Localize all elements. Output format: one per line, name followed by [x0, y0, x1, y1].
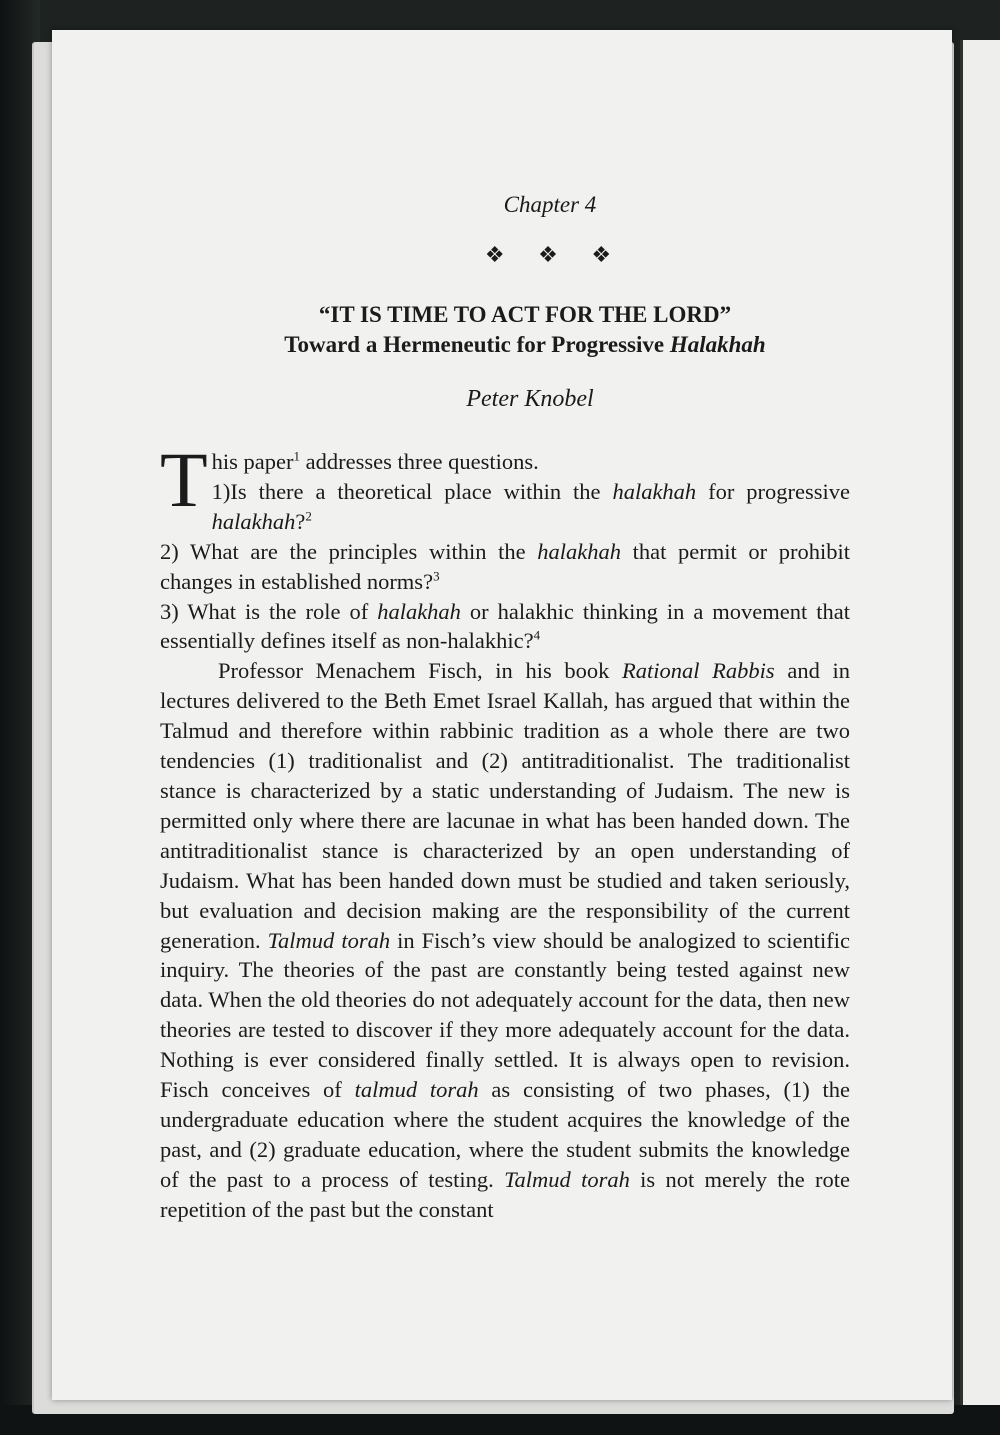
intro-paragraph: This paper$^1$ addresses three questions. 1)Is there a theoretical place within the halakhah for progressive halakhah?$^2$	[160, 436, 850, 534]
chapter-title: “IT IS TIME TO ACT FOR THE LORD”	[318, 302, 732, 327]
chapter-heading: Chapter 4	[503, 192, 597, 217]
question-3: 3) What is the role of halakhah or halakhic thinking in a movement that essentially defines itself as non-halakhic?$^4$	[160, 598, 850, 654]
ornament-divider: ❖ ❖ ❖	[484, 242, 626, 267]
footnote-marker: 3	[433, 568, 440, 584]
drop-cap: T	[160, 436, 208, 523]
chapter-subtitle: Toward a Hermeneutic for Progressive Halakhah	[284, 332, 766, 357]
author-name: Peter Knobel	[466, 386, 594, 412]
question-1: 1)Is there a theoretical place within the halakhah for progressive halakhah?$^2$	[211, 478, 850, 534]
question-2: 2) What are the principles within the halakhah that permit or prohibit changes in established norms?$^3$	[160, 538, 850, 594]
footnote-marker: 2	[305, 508, 312, 524]
body-text	[160, 436, 850, 1225]
page-content	[160, 150, 850, 1225]
facing-page-edge	[960, 40, 1000, 1405]
main-paragraph: Professor Menachem Fisch, in his book Rational Rabbis and in lectures delivered to the Beth Emet Israel Kallah, has argued that within the Talmud and therefore within rabbinic tradition as a whole there are two tendencies (1) traditionalist and (2) antitraditionalist. The traditionalist stance is characterized by a static understanding of Judaism. The new is permitted only where there are lacunae in what has been handed down. The antitraditionalist stance is characterized by an open understanding of Judaism. What has been handed down must be studied and taken seriously, but evaluation and decision making are the responsibility of the current generation. Talmud torah in Fisch’s view should be analogized to scientific inquiry. The theories of the past are constantly being tested against new data. When the old theories do not adequately account for the data, then new theories are tested to discover if they more adequately account for the data. Nothing is ever considered finally settled. It is always open to revision. Fisch conceives of talmud torah as consisting of two phases, (1) the undergraduate education where the student acquires the knowledge of the past, and (2) graduate education, where the student submits the knowledge of the past to a process of testing. Talmud torah is not merely the rote repetition of the past but the constant	[160, 658, 850, 1222]
footnote-marker: 4	[533, 627, 541, 643]
footnote-marker: 1	[293, 448, 301, 464]
